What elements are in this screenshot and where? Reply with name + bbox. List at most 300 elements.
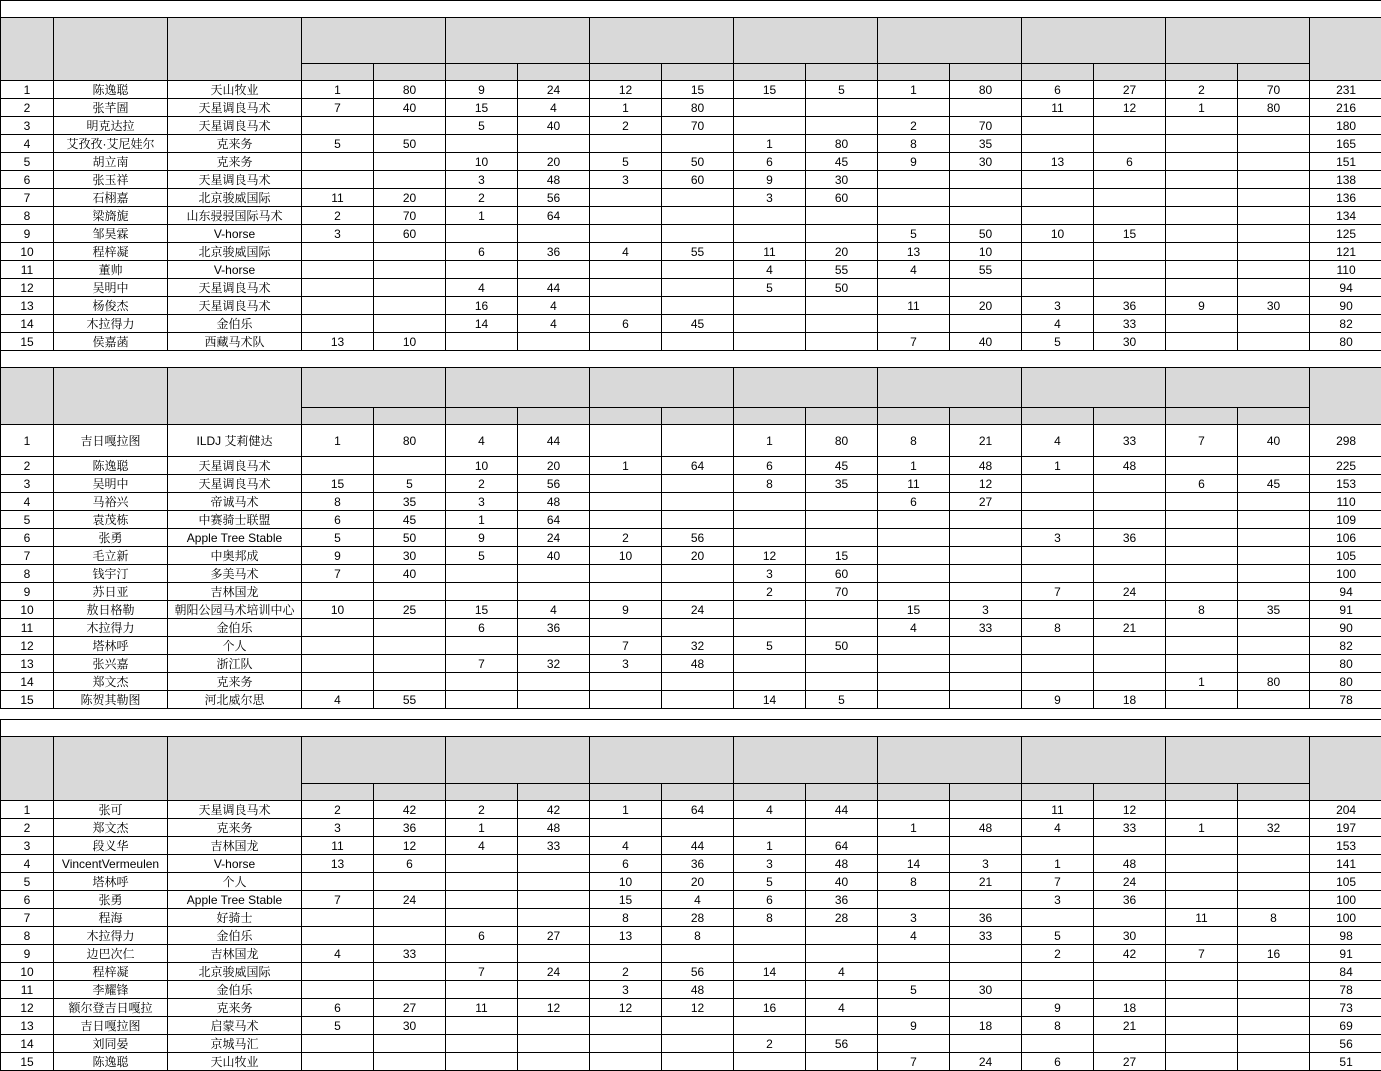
points-cell: 36 bbox=[1094, 297, 1166, 315]
total-cell: 141 bbox=[1310, 855, 1381, 873]
place-cell bbox=[446, 691, 518, 709]
points-cell: 30 bbox=[1094, 333, 1166, 351]
stage-points-header bbox=[1238, 408, 1310, 425]
points-cell bbox=[662, 333, 734, 351]
points-cell bbox=[374, 873, 446, 891]
points-cell: 55 bbox=[806, 261, 878, 279]
points-cell: 20 bbox=[950, 297, 1022, 315]
points-cell bbox=[662, 135, 734, 153]
points-cell bbox=[950, 529, 1022, 547]
place-cell: 1 bbox=[590, 801, 662, 819]
club-cell: 金伯乐 bbox=[168, 619, 302, 637]
points-cell: 44 bbox=[518, 279, 590, 297]
points-cell bbox=[374, 279, 446, 297]
points-cell bbox=[662, 1017, 734, 1035]
points-cell: 4 bbox=[662, 891, 734, 909]
place-cell: 1 bbox=[878, 819, 950, 837]
place-cell bbox=[1022, 117, 1094, 135]
rank-cell: 2 bbox=[1, 457, 54, 475]
points-cell: 12 bbox=[1094, 801, 1166, 819]
points-cell bbox=[950, 963, 1022, 981]
points-cell: 70 bbox=[662, 117, 734, 135]
rider-cell: 陈逸聪 bbox=[54, 1053, 168, 1071]
points-cell: 4 bbox=[518, 99, 590, 117]
place-cell: 14 bbox=[446, 315, 518, 333]
points-cell bbox=[1238, 117, 1310, 135]
stage-place-header bbox=[446, 64, 518, 81]
place-cell bbox=[878, 963, 950, 981]
points-cell bbox=[1238, 655, 1310, 673]
rider-cell: 边巴次仁 bbox=[54, 945, 168, 963]
points-cell: 33 bbox=[374, 945, 446, 963]
points-cell: 4 bbox=[806, 999, 878, 1017]
club-cell: 中赛骑士联盟 bbox=[168, 511, 302, 529]
club-cell: 克来务 bbox=[168, 673, 302, 691]
points-cell: 27 bbox=[518, 927, 590, 945]
place-cell: 6 bbox=[446, 619, 518, 637]
place-cell bbox=[878, 547, 950, 565]
stage-header-1 bbox=[302, 737, 446, 784]
place-cell: 5 bbox=[1022, 927, 1094, 945]
points-cell: 21 bbox=[1094, 619, 1166, 637]
place-cell bbox=[1166, 225, 1238, 243]
place-cell bbox=[446, 637, 518, 655]
points-cell bbox=[806, 493, 878, 511]
place-cell bbox=[878, 999, 950, 1017]
points-cell bbox=[1238, 637, 1310, 655]
place-cell: 11 bbox=[302, 189, 374, 207]
points-cell bbox=[806, 511, 878, 529]
place-cell bbox=[878, 673, 950, 691]
place-cell bbox=[1022, 171, 1094, 189]
points-cell: 20 bbox=[662, 873, 734, 891]
place-cell bbox=[302, 655, 374, 673]
place-cell bbox=[446, 1035, 518, 1053]
points-cell bbox=[1094, 117, 1166, 135]
points-cell bbox=[1238, 855, 1310, 873]
place-cell: 4 bbox=[590, 837, 662, 855]
place-cell: 8 bbox=[590, 909, 662, 927]
place-cell bbox=[1166, 927, 1238, 945]
place-cell: 6 bbox=[446, 243, 518, 261]
place-cell: 9 bbox=[878, 1017, 950, 1035]
club-cell: 好骑士 bbox=[168, 909, 302, 927]
club-cell: 金伯乐 bbox=[168, 315, 302, 333]
rank-cell: 4 bbox=[1, 855, 54, 873]
rider-cell: 额尔登吉日嘎拉 bbox=[54, 999, 168, 1017]
points-cell: 30 bbox=[374, 547, 446, 565]
place-cell bbox=[590, 1053, 662, 1071]
place-cell: 3 bbox=[1022, 891, 1094, 909]
place-cell: 11 bbox=[734, 243, 806, 261]
place-cell: 7 bbox=[446, 655, 518, 673]
points-cell bbox=[950, 673, 1022, 691]
place-cell bbox=[1022, 547, 1094, 565]
place-cell bbox=[878, 207, 950, 225]
points-cell bbox=[950, 565, 1022, 583]
points-cell bbox=[1094, 511, 1166, 529]
place-cell bbox=[878, 565, 950, 583]
rider-cell: 陈逸聪 bbox=[54, 457, 168, 475]
points-cell bbox=[806, 601, 878, 619]
stage-place-header bbox=[302, 408, 374, 425]
points-cell: 12 bbox=[950, 475, 1022, 493]
points-cell: 48 bbox=[950, 457, 1022, 475]
points-cell bbox=[374, 457, 446, 475]
place-cell bbox=[446, 945, 518, 963]
points-cell: 80 bbox=[950, 81, 1022, 99]
place-cell: 6 bbox=[302, 999, 374, 1017]
place-cell bbox=[590, 261, 662, 279]
points-cell bbox=[1238, 801, 1310, 819]
points-cell bbox=[1238, 691, 1310, 709]
place-cell bbox=[1022, 243, 1094, 261]
points-cell: 56 bbox=[518, 189, 590, 207]
table-row bbox=[1, 261, 1381, 279]
place-cell bbox=[878, 801, 950, 819]
place-cell: 11 bbox=[302, 837, 374, 855]
stage-header-4 bbox=[734, 18, 878, 64]
stage-place-header bbox=[302, 784, 374, 801]
place-cell: 11 bbox=[446, 999, 518, 1017]
points-cell bbox=[662, 691, 734, 709]
total-cell: 106 bbox=[1310, 529, 1381, 547]
place-cell bbox=[590, 511, 662, 529]
points-cell: 18 bbox=[1094, 691, 1166, 709]
place-cell bbox=[1022, 511, 1094, 529]
place-cell bbox=[734, 315, 806, 333]
place-cell bbox=[734, 225, 806, 243]
stage-place-header bbox=[590, 408, 662, 425]
points-cell: 27 bbox=[1094, 1053, 1166, 1071]
points-cell: 80 bbox=[1238, 673, 1310, 691]
place-cell bbox=[1166, 837, 1238, 855]
club-cell: 京城马汇 bbox=[168, 1035, 302, 1053]
rank-cell: 13 bbox=[1, 1017, 54, 1035]
points-cell: 33 bbox=[950, 619, 1022, 637]
points-cell bbox=[1238, 493, 1310, 511]
points-cell bbox=[518, 691, 590, 709]
place-cell: 6 bbox=[1022, 81, 1094, 99]
place-cell bbox=[1022, 493, 1094, 511]
total-cell: 91 bbox=[1310, 601, 1381, 619]
points-cell bbox=[806, 333, 878, 351]
points-cell: 18 bbox=[950, 1017, 1022, 1035]
points-cell: 27 bbox=[374, 999, 446, 1017]
stage-header-4 bbox=[734, 368, 878, 408]
place-cell bbox=[878, 511, 950, 529]
club-cell: 朝阳公园马术培训中心 bbox=[168, 601, 302, 619]
place-cell: 2 bbox=[878, 117, 950, 135]
place-cell: 9 bbox=[302, 547, 374, 565]
rider-cell: 郑文杰 bbox=[54, 673, 168, 691]
points-cell bbox=[1094, 963, 1166, 981]
place-cell bbox=[302, 873, 374, 891]
place-cell bbox=[302, 243, 374, 261]
points-cell: 40 bbox=[1238, 425, 1310, 457]
stage-header-2 bbox=[446, 368, 590, 408]
table-row bbox=[1, 691, 1381, 709]
place-cell bbox=[446, 333, 518, 351]
points-cell: 70 bbox=[374, 207, 446, 225]
rank-cell: 6 bbox=[1, 529, 54, 547]
place-cell bbox=[1022, 963, 1094, 981]
place-cell bbox=[1166, 493, 1238, 511]
total-cell: 134 bbox=[1310, 207, 1381, 225]
points-cell: 40 bbox=[518, 117, 590, 135]
points-cell bbox=[374, 963, 446, 981]
place-cell: 12 bbox=[734, 547, 806, 565]
total-cell: 105 bbox=[1310, 547, 1381, 565]
stage-place-header bbox=[446, 784, 518, 801]
total-cell: 109 bbox=[1310, 511, 1381, 529]
points-cell: 27 bbox=[950, 493, 1022, 511]
points-cell bbox=[518, 873, 590, 891]
stage-place-header bbox=[1022, 784, 1094, 801]
place-cell: 3 bbox=[302, 819, 374, 837]
points-cell bbox=[950, 511, 1022, 529]
points-cell bbox=[1238, 927, 1310, 945]
club-header bbox=[168, 368, 302, 425]
points-cell bbox=[374, 655, 446, 673]
place-cell bbox=[878, 837, 950, 855]
place-cell bbox=[590, 945, 662, 963]
place-cell bbox=[1166, 691, 1238, 709]
total-cell: 136 bbox=[1310, 189, 1381, 207]
total-header bbox=[1310, 368, 1381, 425]
section-title bbox=[1, 1, 1381, 18]
table-row bbox=[1, 565, 1381, 583]
points-cell: 44 bbox=[518, 425, 590, 457]
points-cell bbox=[1094, 261, 1166, 279]
place-cell: 3 bbox=[590, 171, 662, 189]
points-cell bbox=[1238, 225, 1310, 243]
section-130-140cm bbox=[0, 719, 1381, 1071]
points-cell bbox=[1238, 1017, 1310, 1035]
points-cell bbox=[374, 637, 446, 655]
points-cell bbox=[1238, 529, 1310, 547]
rider-cell: 杨俊杰 bbox=[54, 297, 168, 315]
place-cell bbox=[1166, 547, 1238, 565]
total-cell: 216 bbox=[1310, 99, 1381, 117]
total-cell: 82 bbox=[1310, 637, 1381, 655]
total-cell: 225 bbox=[1310, 457, 1381, 475]
table-row bbox=[1, 891, 1381, 909]
points-cell bbox=[662, 425, 734, 457]
points-cell: 48 bbox=[662, 981, 734, 999]
table-row bbox=[1, 547, 1381, 565]
place-cell: 9 bbox=[878, 153, 950, 171]
points-cell bbox=[662, 261, 734, 279]
points-cell: 64 bbox=[806, 837, 878, 855]
table-row bbox=[1, 655, 1381, 673]
place-cell: 1 bbox=[590, 457, 662, 475]
place-cell bbox=[1022, 189, 1094, 207]
place-cell: 10 bbox=[1022, 225, 1094, 243]
rider-cell: 胡立南 bbox=[54, 153, 168, 171]
place-cell bbox=[1166, 963, 1238, 981]
place-cell: 4 bbox=[878, 261, 950, 279]
stage-place-header bbox=[590, 784, 662, 801]
rider-cell: 张勇 bbox=[54, 891, 168, 909]
total-cell: 180 bbox=[1310, 117, 1381, 135]
stage-place-header bbox=[734, 784, 806, 801]
points-cell bbox=[1094, 837, 1166, 855]
club-cell: V-horse bbox=[168, 225, 302, 243]
total-cell: 138 bbox=[1310, 171, 1381, 189]
place-cell bbox=[878, 189, 950, 207]
total-header bbox=[1310, 18, 1381, 81]
place-cell: 10 bbox=[446, 457, 518, 475]
place-cell bbox=[446, 673, 518, 691]
points-cell: 36 bbox=[1094, 891, 1166, 909]
points-cell: 80 bbox=[806, 135, 878, 153]
place-cell bbox=[302, 637, 374, 655]
rank-cell: 6 bbox=[1, 891, 54, 909]
table-row bbox=[1, 1035, 1381, 1053]
place-cell: 6 bbox=[1166, 475, 1238, 493]
place-cell: 9 bbox=[590, 601, 662, 619]
points-cell: 48 bbox=[518, 493, 590, 511]
rider-cell: 塔林呼 bbox=[54, 637, 168, 655]
place-cell: 7 bbox=[590, 637, 662, 655]
place-cell bbox=[302, 279, 374, 297]
place-cell: 8 bbox=[878, 873, 950, 891]
points-cell: 35 bbox=[1238, 601, 1310, 619]
points-cell: 40 bbox=[806, 873, 878, 891]
points-cell bbox=[1094, 601, 1166, 619]
place-cell: 6 bbox=[734, 457, 806, 475]
stage-place-header bbox=[734, 64, 806, 81]
rank-cell: 1 bbox=[1, 425, 54, 457]
place-cell bbox=[302, 1053, 374, 1071]
points-cell: 24 bbox=[1094, 583, 1166, 601]
rank-cell: 2 bbox=[1, 99, 54, 117]
points-cell: 42 bbox=[1094, 945, 1166, 963]
place-cell: 13 bbox=[590, 927, 662, 945]
place-cell: 5 bbox=[446, 117, 518, 135]
place-cell: 1 bbox=[590, 99, 662, 117]
points-cell: 18 bbox=[1094, 999, 1166, 1017]
rider-cell: 马裕兴 bbox=[54, 493, 168, 511]
place-cell: 6 bbox=[734, 891, 806, 909]
rank-cell: 13 bbox=[1, 297, 54, 315]
table-row bbox=[1, 135, 1381, 153]
rider-cell: 张芊圄 bbox=[54, 99, 168, 117]
table-row bbox=[1, 837, 1381, 855]
place-cell: 3 bbox=[734, 565, 806, 583]
points-cell bbox=[374, 261, 446, 279]
points-cell: 15 bbox=[662, 81, 734, 99]
stage-place-header bbox=[1166, 784, 1238, 801]
points-cell: 40 bbox=[518, 547, 590, 565]
points-cell: 30 bbox=[950, 153, 1022, 171]
points-cell: 30 bbox=[950, 981, 1022, 999]
place-cell bbox=[1166, 565, 1238, 583]
place-cell: 2 bbox=[302, 801, 374, 819]
points-cell bbox=[806, 655, 878, 673]
points-cell: 20 bbox=[374, 189, 446, 207]
club-header bbox=[168, 737, 302, 801]
points-cell: 30 bbox=[1094, 927, 1166, 945]
rider-cell: 木拉得力 bbox=[54, 315, 168, 333]
stage-header-5 bbox=[878, 737, 1022, 784]
stage-header-3 bbox=[590, 737, 734, 784]
place-cell: 1 bbox=[446, 819, 518, 837]
points-cell bbox=[1094, 655, 1166, 673]
place-cell: 16 bbox=[446, 297, 518, 315]
points-cell bbox=[950, 547, 1022, 565]
place-cell: 4 bbox=[446, 425, 518, 457]
table-row bbox=[1, 171, 1381, 189]
rider-cell: 明克达拉 bbox=[54, 117, 168, 135]
place-cell bbox=[302, 673, 374, 691]
points-cell bbox=[374, 171, 446, 189]
points-cell bbox=[662, 207, 734, 225]
place-cell: 11 bbox=[1166, 909, 1238, 927]
place-cell: 3 bbox=[590, 655, 662, 673]
stage-header-6 bbox=[1022, 368, 1166, 408]
points-cell: 45 bbox=[662, 315, 734, 333]
points-cell bbox=[662, 189, 734, 207]
place-cell bbox=[302, 963, 374, 981]
place-cell: 12 bbox=[590, 81, 662, 99]
place-cell: 9 bbox=[734, 171, 806, 189]
points-cell: 20 bbox=[518, 153, 590, 171]
stage-points-header bbox=[374, 408, 446, 425]
place-cell: 5 bbox=[590, 153, 662, 171]
place-cell: 3 bbox=[1022, 297, 1094, 315]
rider-cell: 程海 bbox=[54, 909, 168, 927]
place-cell bbox=[446, 565, 518, 583]
place-cell bbox=[1166, 243, 1238, 261]
points-cell bbox=[1238, 981, 1310, 999]
points-cell bbox=[806, 297, 878, 315]
table-row bbox=[1, 945, 1381, 963]
place-cell bbox=[590, 691, 662, 709]
rider-cell: VincentVermeulen bbox=[54, 855, 168, 873]
place-cell bbox=[878, 655, 950, 673]
points-cell: 10 bbox=[950, 243, 1022, 261]
rider-cell: 张兴嘉 bbox=[54, 655, 168, 673]
rank-cell: 5 bbox=[1, 511, 54, 529]
place-cell: 11 bbox=[1022, 801, 1094, 819]
points-cell: 3 bbox=[950, 855, 1022, 873]
points-cell bbox=[518, 637, 590, 655]
points-cell: 42 bbox=[374, 801, 446, 819]
rank-cell: 11 bbox=[1, 261, 54, 279]
place-cell bbox=[1166, 619, 1238, 637]
stage-place-header bbox=[1022, 408, 1094, 425]
club-cell: 金伯乐 bbox=[168, 981, 302, 999]
rank-cell: 4 bbox=[1, 493, 54, 511]
points-cell: 24 bbox=[518, 81, 590, 99]
place-cell: 6 bbox=[878, 493, 950, 511]
place-cell bbox=[1022, 655, 1094, 673]
points-cell bbox=[1238, 243, 1310, 261]
table-row bbox=[1, 279, 1381, 297]
place-cell: 7 bbox=[446, 963, 518, 981]
points-cell bbox=[518, 135, 590, 153]
rank-cell: 12 bbox=[1, 999, 54, 1017]
place-cell bbox=[1166, 891, 1238, 909]
club-cell: 克来务 bbox=[168, 819, 302, 837]
points-cell bbox=[1238, 333, 1310, 351]
points-cell bbox=[1238, 891, 1310, 909]
place-cell: 9 bbox=[1022, 691, 1094, 709]
club-cell: 天星调良马术 bbox=[168, 279, 302, 297]
place-cell bbox=[590, 1017, 662, 1035]
